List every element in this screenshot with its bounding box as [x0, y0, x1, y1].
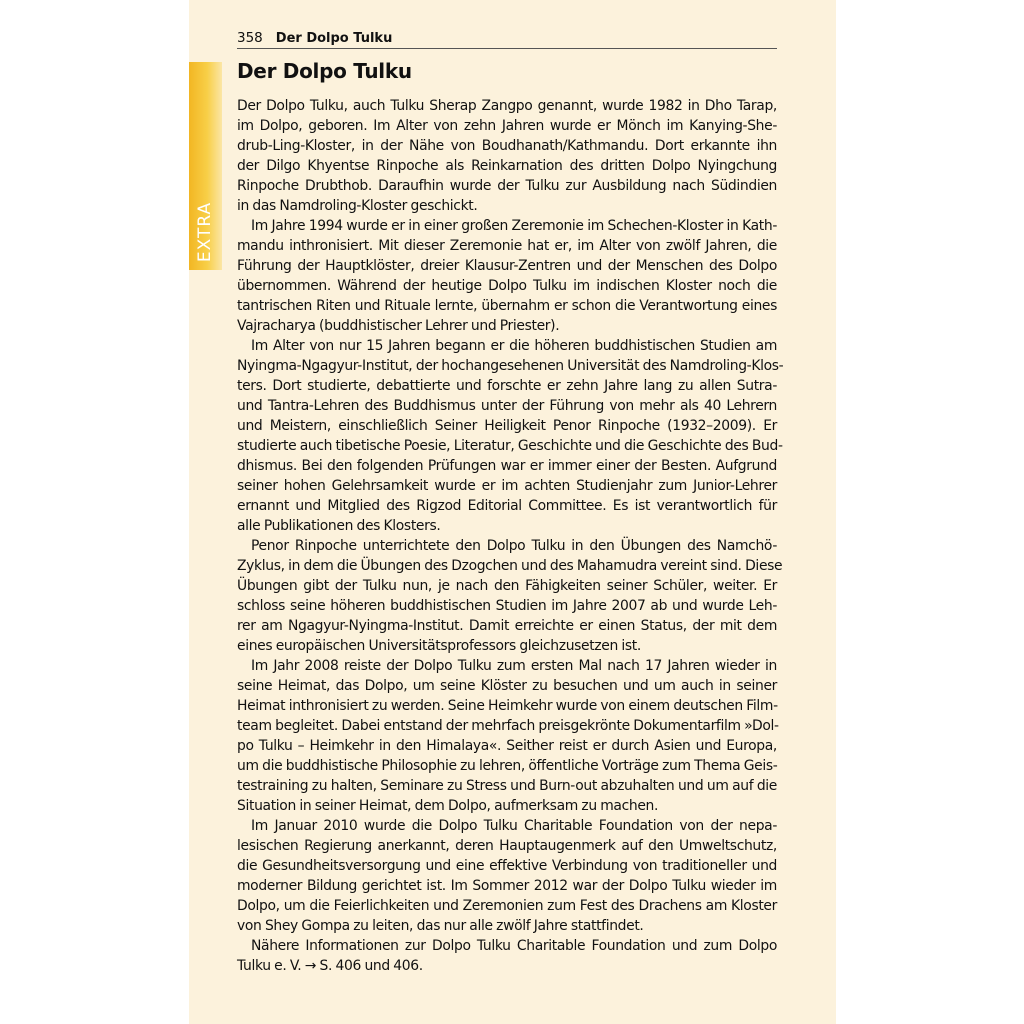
running-head	[237, 29, 777, 49]
text-line: dhismus. Bei den folgenden Prüfungen war er immer einer der Besten. Aufgrund	[237, 458, 777, 474]
article-title: Der Dolpo Tulku	[237, 59, 412, 83]
text-line: Dolpo, um die Feierlichkeiten und Zeremonien zum Fest des Drachens am Kloster	[237, 898, 777, 914]
article-body	[237, 96, 784, 976]
text-line: der Dilgo Khyentse Rinpoche als Reinkarnation des dritten Dolpo Nyingchung	[237, 158, 777, 174]
text-line: rer am Ngagyur-Nyingma-Institut. Damit erreichte er einen Status, der mit dem	[237, 618, 777, 634]
text-line: Heimat inthronisiert zu werden. Seine Heimkehr wurde von einem deutschen Film-	[237, 698, 778, 714]
text-line: die Gesundheitsversorgung und eine effektive Verbindung von traditioneller und	[237, 858, 777, 874]
text-line: Im Jahr 2008 reiste der Dolpo Tulku zum ersten Mal nach 17 Jahren wieder in	[251, 658, 777, 674]
text-line: um die buddhistische Philosophie zu lehren, öffentliche Vorträge zum Thema Geis-	[237, 758, 778, 774]
text-line: testraining zu halten, Seminare zu Stress und Burn-out abzuhalten und um auf die	[237, 778, 777, 794]
text-line: in das Namdroling-Kloster geschickt.	[237, 198, 478, 214]
text-line: von Shey Gompa zu leiten, das nur alle zwölf Jahre stattfindet.	[237, 918, 644, 934]
text-line: Übungen gibt der Tulku nun, je nach den Fähigkeiten seiner Schüler, weiter. Er	[237, 578, 777, 594]
text-line: übernommen. Während der heutige Dolpo Tulku im indischen Kloster noch die	[237, 278, 777, 294]
text-line: Penor Rinpoche unterrichtete den Dolpo Tulku in den Übungen des Namchö-	[251, 538, 777, 554]
text-line: Nähere Informationen zur Dolpo Tulku Charitable Foundation und zum Dolpo	[251, 938, 777, 954]
text-line: Im Januar 2010 wurde die Dolpo Tulku Charitable Foundation von der nepa-	[251, 818, 777, 834]
text-line: team begleitet. Dabei entstand der mehrfach preisgekrönte Dokumentarfilm »Dol-	[237, 718, 779, 734]
text-line: ernannt und Mitglied des Rigzod Editorial Committee. Es ist verantwortlich für	[237, 498, 777, 514]
text-line: seine Heimat, das Dolpo, um seine Klöster zu besuchen und um auch in seiner	[237, 678, 777, 694]
text-line: Nyingma-Ngagyur-Institut, der hochangesehenen Universität des Namdroling-Klos-	[237, 358, 784, 374]
text-line: tantrischen Riten und Rituale lernte, übernahm er schon die Verantwortung eines	[237, 298, 777, 314]
text-line: mandu inthronisiert. Mit dieser Zeremonie hat er, im Alter von zwölf Jahren, die	[237, 238, 777, 254]
text-line: eines europäischen Universitätsprofessors gleichzusetzen ist.	[237, 638, 641, 654]
book-page	[189, 0, 836, 1024]
text-line: seiner hohen Gelehrsamkeit wurde er im achten Studienjahr zum Junior-Lehrer	[237, 478, 777, 494]
text-line: ters. Dort studierte, debattierte und forschte er zehn Jahre lang zu allen Sutra-	[237, 378, 777, 394]
text-line: studierte auch tibetische Poesie, Literatur, Geschichte und die Geschichte des Bud-	[237, 438, 783, 454]
running-title: Der Dolpo Tulku	[275, 31, 393, 46]
text-line: Situation in seiner Heimat, dem Dolpo, aufmerksam zu machen.	[237, 798, 659, 814]
text-line: Tulku e. V. → S. 406 und 406.	[237, 958, 423, 974]
text-line: Im Jahre 1994 wurde er in einer großen Zeremonie im Schechen-Kloster in Kath-	[251, 218, 777, 234]
text-line: po Tulku – Heimkehr in den Himalaya«. Seither reist er durch Asien und Europa,	[237, 738, 777, 754]
text-line: Im Alter von nur 15 Jahren begann er die höheren buddhistischen Studien am	[251, 338, 777, 354]
text-line: im Dolpo, geboren. Im Alter von zehn Jahren wurde er Mönch im Kanying-She-	[237, 118, 777, 134]
text-line: Der Dolpo Tulku, auch Tulku Sherap Zangpo genannt, wurde 1982 in Dho Tarap,	[237, 98, 777, 114]
extra-section-label: EXTRA	[195, 201, 215, 263]
text-line: drub-Ling-Kloster, in der Nähe von Boudhanath/Kathmandu. Dort erkannte ihn	[237, 138, 777, 154]
text-line: und Tantra-Lehren des Buddhismus unter der Führung von mehr als 40 Lehrern	[237, 398, 777, 414]
text-line: schloss seine höheren buddhistischen Studien im Jahre 2007 ab und wurde Leh-	[237, 598, 777, 614]
text-line: Vajracharya (buddhistischer Lehrer und Priester).	[237, 318, 560, 334]
text-line: alle Publikationen des Klosters.	[237, 518, 441, 534]
text-line: Zyklus, in dem die Übungen des Dzogchen und des Mahamudra vereint sind. Diese	[237, 558, 783, 574]
page-number: 358	[237, 30, 263, 46]
text-line: lesischen Regierung anerkannt, deren Hauptaugenmerk auf den Umweltschutz,	[237, 838, 777, 854]
text-line: und Meistern, einschließlich Seiner Heiligkeit Penor Rinpoche (1932–2009). Er	[237, 418, 777, 434]
text-line: moderner Bildung gerichtet ist. Im Sommer 2012 war der Dolpo Tulku wieder im	[237, 878, 777, 894]
text-line: Rinpoche Drubthob. Daraufhin wurde der Tulku zur Ausbildung nach Südindien	[237, 178, 777, 194]
text-line: Führung der Hauptklöster, dreier Klausur-Zentren und der Menschen des Dolpo	[237, 258, 777, 274]
